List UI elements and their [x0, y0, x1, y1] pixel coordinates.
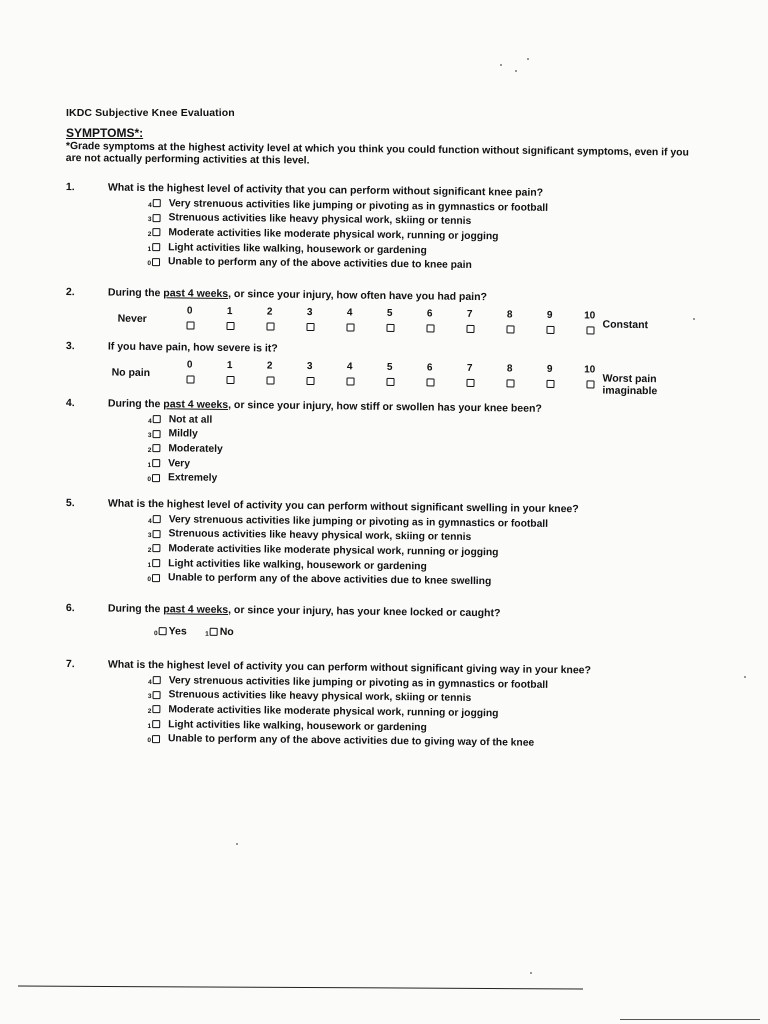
checkbox[interactable]: [152, 720, 160, 728]
checkbox[interactable]: [466, 379, 474, 387]
checkbox[interactable]: [306, 323, 314, 331]
answer-options: [143, 673, 548, 751]
scale-point-number: 5: [386, 361, 393, 373]
question-text: What is the highest level of activity you can perform without significant swelling in your knee?: [107, 497, 579, 516]
checkbox[interactable]: [210, 628, 218, 636]
checkbox[interactable]: [152, 735, 160, 743]
scale-point[interactable]: [463, 363, 475, 392]
question-text-end: , or since your injury, how stiff or swollen has your knee been?: [228, 398, 542, 415]
option-score: 2: [147, 707, 152, 716]
question-text-start: During the: [107, 602, 164, 616]
option-score: 4: [148, 678, 152, 686]
answer-option[interactable]: [143, 456, 223, 472]
checkbox[interactable]: [152, 243, 160, 251]
answer-option[interactable]: [143, 470, 223, 486]
scale-point-number: 4: [346, 361, 353, 373]
checkbox[interactable]: [426, 378, 434, 386]
question-number: 4.: [65, 397, 75, 410]
option-score: 0: [147, 737, 152, 745]
scale-point[interactable]: [583, 310, 595, 339]
checkbox[interactable]: [153, 515, 161, 523]
scale-right-label: Constant: [602, 318, 649, 332]
checkbox[interactable]: [153, 676, 161, 684]
option-label: Moderate activities like moderate physical work, running or jogging: [168, 704, 499, 720]
answer-option[interactable]: [144, 412, 224, 428]
checkbox[interactable]: [546, 326, 554, 334]
intro-instructions: *Grade symptoms at the highest activity level at which you think you could function without significant symptoms, even if you are not actually performing activities at this level.: [65, 141, 689, 167]
scale-point[interactable]: [343, 361, 355, 390]
question-text-end: , or since your injury, how often have you had pain?: [228, 287, 488, 304]
scale-point-number: 10: [584, 310, 596, 322]
checkbox[interactable]: [586, 326, 594, 334]
option-label: Moderately: [168, 443, 223, 455]
option-label: Unable to perform any of the above activities due to knee pain: [167, 256, 472, 272]
checkbox[interactable]: [152, 258, 160, 266]
checkbox[interactable]: [506, 379, 514, 387]
option-score: 2: [147, 446, 152, 455]
scale-point-number: 9: [546, 309, 553, 321]
option-label: Not at all: [168, 414, 213, 426]
scale-point[interactable]: [423, 362, 435, 391]
scale-point[interactable]: [463, 309, 475, 338]
checkbox[interactable]: [346, 323, 354, 331]
underlined-phrase: past 4 weeks: [163, 287, 229, 300]
option-label: Unable to perform any of the above activities due to knee swelling: [167, 572, 492, 588]
scale-point[interactable]: [303, 361, 315, 390]
scale-left-label: No pain: [111, 366, 151, 380]
scale-point[interactable]: [543, 364, 555, 393]
checkbox[interactable]: [226, 376, 234, 384]
checkbox[interactable]: [306, 377, 314, 385]
scale-point-number: 0: [186, 305, 193, 317]
scale-point[interactable]: [503, 309, 515, 338]
checkbox[interactable]: [152, 574, 160, 582]
scale-right-label: [602, 373, 657, 398]
checkbox[interactable]: [266, 322, 274, 330]
option-score: 1: [147, 722, 152, 730]
option-label: Strenuous activities like heavy physical work, skiing or tennis: [168, 212, 472, 228]
answer-options: [143, 412, 223, 486]
scale-point[interactable]: [503, 363, 515, 392]
option-label: Mildly: [168, 428, 198, 441]
checkbox[interactable]: [386, 378, 394, 386]
scale-point-number: 1: [226, 305, 233, 318]
checkbox[interactable]: [466, 325, 474, 333]
scale-point[interactable]: [303, 307, 315, 336]
scale-point-number: 8: [506, 309, 513, 321]
question-1: [65, 181, 706, 272]
checkbox[interactable]: [152, 474, 160, 482]
question-number: 2.: [65, 286, 75, 299]
scale-point-number: 6: [426, 362, 433, 374]
scale-point-number: 9: [546, 363, 553, 375]
checkbox[interactable]: [186, 375, 194, 383]
checkbox[interactable]: [153, 214, 161, 222]
checkbox[interactable]: [586, 380, 594, 388]
yes-no-options: [150, 625, 248, 638]
bottom-rule-short: [620, 1019, 760, 1020]
question-2: [65, 286, 706, 332]
scale-point[interactable]: [543, 310, 555, 339]
scale-point[interactable]: [263, 306, 275, 335]
scale-point[interactable]: [383, 308, 395, 337]
answer-options: [143, 196, 548, 274]
checkbox[interactable]: [159, 627, 167, 635]
option-score: 4: [148, 417, 152, 425]
option-score: 1: [147, 245, 152, 253]
scale-point-number: 10: [584, 364, 596, 376]
option-label: No: [219, 625, 234, 639]
scan-speck: [530, 972, 532, 974]
option-label: Moderate activities like moderate physical work, running or jogging: [168, 227, 499, 243]
checkbox[interactable]: [506, 325, 514, 333]
question-text: [108, 287, 487, 304]
bottom-rule: [18, 986, 583, 990]
option-score: 4: [148, 201, 152, 209]
question-text-end: , or since your injury, has your knee locked or caught?: [228, 603, 501, 620]
option-score: 0: [147, 260, 152, 268]
checkbox[interactable]: [546, 380, 554, 388]
option-score: 3: [147, 432, 152, 440]
checkbox[interactable]: [153, 430, 161, 438]
option-label: Light activities like walking, housework or gardening: [168, 557, 427, 572]
question-number: 1.: [65, 181, 75, 194]
scale-point[interactable]: [383, 362, 395, 391]
section-heading: SYMPTOMS*:: [66, 126, 144, 140]
answer-option[interactable]: [143, 427, 223, 443]
scale-point-number: 0: [186, 359, 193, 371]
scale-point-number: 5: [386, 307, 393, 319]
checkbox[interactable]: [226, 322, 234, 330]
scan-speck: [515, 70, 517, 72]
question-text: What is the highest level of activity that you can perform without significant knee pain?: [107, 181, 544, 199]
option-score: 0: [147, 476, 152, 484]
underlined-phrase: past 4 weeks: [163, 603, 229, 616]
scale-point-number: 8: [506, 363, 513, 375]
option-label: Yes: [168, 625, 187, 638]
scale-point[interactable]: [423, 308, 435, 337]
option-score: 0: [153, 629, 158, 637]
question-number: 6.: [65, 602, 75, 615]
option-score: 4: [148, 517, 152, 525]
checkbox[interactable]: [152, 559, 160, 567]
option-score: 2: [147, 546, 152, 555]
checkbox[interactable]: [426, 324, 434, 332]
option-label: Very strenuous activities like jumping or pivoting as in gymnastics or football: [168, 675, 549, 691]
option-label: Very: [168, 457, 191, 470]
no-option[interactable]: [201, 626, 234, 638]
question-6: [65, 602, 706, 639]
checkbox[interactable]: [186, 321, 194, 329]
question-4: [65, 397, 706, 485]
option-label: Light activities like walking, housework or gardening: [168, 718, 427, 733]
scan-speck: [527, 58, 529, 60]
frequency-scale: [117, 305, 677, 340]
option-score: 1: [147, 461, 152, 469]
scale-left-label: Never: [117, 312, 147, 325]
scale-point[interactable]: [583, 364, 595, 393]
option-score: 3: [147, 693, 152, 701]
scale-point[interactable]: [223, 306, 235, 335]
question-text-start: During the: [107, 286, 164, 300]
scan-speck: [236, 843, 238, 845]
option-score: 3: [147, 532, 152, 540]
checkbox[interactable]: [153, 199, 161, 207]
checkbox[interactable]: [346, 377, 354, 385]
scale-right-line-1: Worst pain: [602, 372, 657, 386]
scale-point[interactable]: [223, 360, 235, 389]
underlined-phrase: past 4 weeks: [163, 398, 229, 411]
option-score: 1: [205, 630, 209, 638]
checkbox[interactable]: [153, 691, 161, 699]
yes-option[interactable]: [150, 625, 187, 637]
scan-speck: [744, 676, 746, 678]
question-number: 7.: [65, 658, 75, 671]
scale-point[interactable]: [263, 360, 275, 389]
option-label: Extremely: [167, 472, 218, 485]
scale-point-number: 3: [306, 360, 313, 373]
question-text: [108, 603, 501, 620]
scale-point-number: 2: [266, 306, 273, 318]
answer-option[interactable]: [143, 441, 223, 457]
checkbox[interactable]: [152, 545, 160, 553]
scan-speck: [693, 318, 695, 320]
scale-point-number: 7: [466, 308, 473, 320]
option-label: Very strenuous activities like jumping or pivoting as in gymnastics or football: [168, 514, 549, 530]
option-label: Moderate activities like moderate physical work, running or jogging: [168, 543, 499, 559]
scale-point-number: 6: [426, 308, 433, 320]
checkbox[interactable]: [153, 530, 161, 538]
scale-point[interactable]: [343, 307, 355, 336]
checkbox[interactable]: [386, 324, 394, 332]
checkbox[interactable]: [152, 229, 160, 237]
option-score: 1: [147, 561, 152, 569]
severity-scale: [111, 359, 677, 398]
answer-options: [143, 512, 548, 590]
checkbox[interactable]: [152, 445, 160, 453]
question-3: [65, 340, 706, 398]
option-score: 0: [147, 576, 152, 584]
question-text: If you have pain, how severe is it?: [107, 340, 278, 355]
question-7: [65, 658, 706, 749]
option-label: Very strenuous activities like jumping or pivoting as in gymnastics or football: [168, 198, 549, 214]
scale-point-number: 7: [466, 362, 473, 374]
question-number: 5.: [65, 497, 75, 510]
scale-point-number: 1: [226, 359, 233, 372]
scan-speck: [500, 64, 502, 66]
scale-point-number: 2: [266, 360, 273, 372]
question-text: What is the highest level of activity you can perform without significant giving way in your knee?: [107, 658, 592, 677]
scale-point[interactable]: [183, 359, 195, 388]
checkbox[interactable]: [152, 459, 160, 467]
option-label: Strenuous activities like heavy physical work, skiing or tennis: [168, 689, 472, 705]
scale-point[interactable]: [183, 305, 195, 334]
question-5: [65, 497, 706, 588]
option-score: 3: [147, 216, 152, 224]
checkbox[interactable]: [152, 706, 160, 714]
question-text-start: During the: [107, 397, 164, 411]
option-score: 2: [147, 230, 152, 239]
checkbox[interactable]: [266, 376, 274, 384]
scale-right-line-2: imaginable: [602, 384, 658, 398]
scale-point-number: 4: [346, 307, 353, 319]
option-label: Light activities like walking, housework or gardening: [168, 241, 427, 256]
form-title: IKDC Subjective Knee Evaluation: [66, 107, 235, 119]
checkbox[interactable]: [153, 415, 161, 423]
option-label: Unable to perform any of the above activities due to giving way of the knee: [167, 733, 535, 749]
question-number: 3.: [65, 340, 75, 353]
option-label: Strenuous activities like heavy physical work, skiing or tennis: [168, 528, 472, 544]
scale-point-number: 3: [306, 306, 313, 319]
